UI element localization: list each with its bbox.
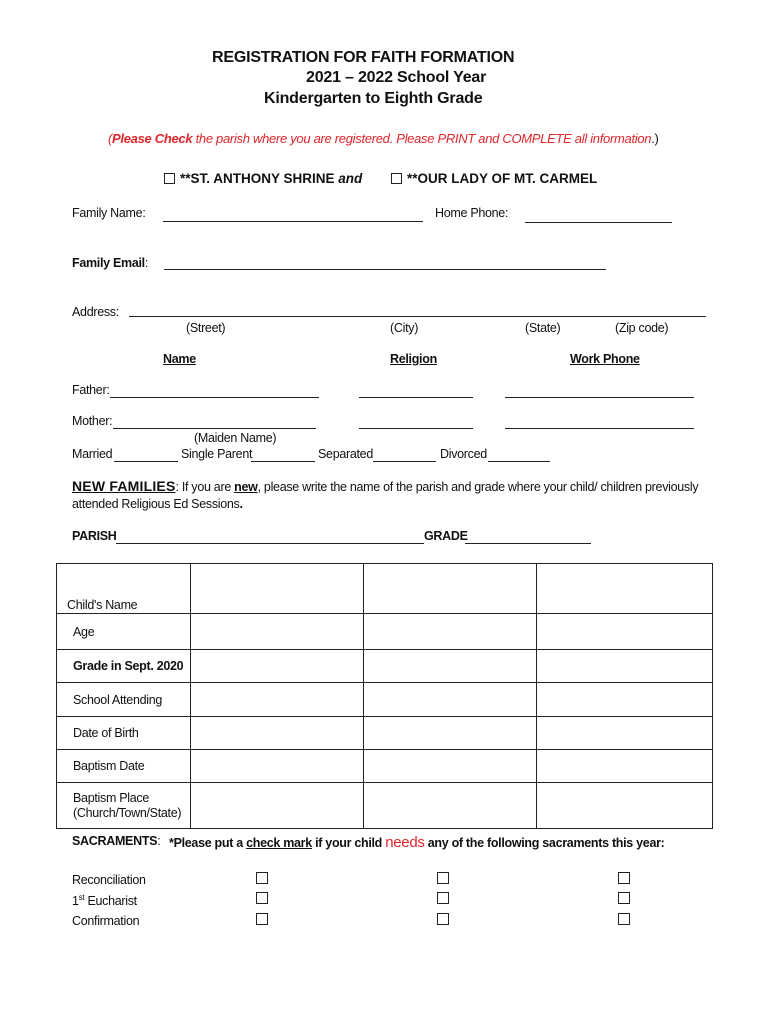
- separated-label: Separated: [318, 447, 373, 461]
- form-title: REGISTRATION FOR FAITH FORMATION: [212, 49, 515, 66]
- child3-baptism-date-cell[interactable]: [537, 750, 713, 783]
- address-field[interactable]: [129, 316, 706, 317]
- sacraments-label: SACRAMENTS: [72, 834, 158, 848]
- child3-baptism-place-cell[interactable]: [537, 783, 713, 829]
- confirmation-child1-checkbox[interactable]: [256, 913, 268, 925]
- date-of-birth-label: Date of Birth: [57, 717, 191, 750]
- note-c: any of the following sacraments this year:: [424, 836, 665, 850]
- grade-range: Kindergarten to Eighth Grade: [264, 90, 483, 107]
- instruction-open-paren: (: [108, 131, 113, 146]
- instruction-rest: the parish where you are registered. Please PRINT and COMPLETE all information: [192, 131, 652, 146]
- child-info-table: [56, 563, 713, 829]
- family-email-colon: :: [144, 256, 149, 270]
- childs-name-label: Child's Name: [57, 564, 191, 614]
- note-needs: needs: [385, 834, 425, 851]
- work-phone-column-header: Work Phone: [570, 352, 640, 366]
- instruction-bold: Please Check: [112, 131, 193, 146]
- eucharist-ordinal: st: [78, 893, 85, 902]
- sacraments-colon: :: [157, 834, 161, 848]
- eucharist-label: [72, 893, 137, 908]
- zip-hint: (Zip code): [615, 321, 669, 335]
- table-row: [57, 717, 713, 750]
- table-row: [57, 614, 713, 650]
- single-parent-label: Single Parent: [181, 447, 253, 461]
- child1-name-cell[interactable]: [191, 564, 364, 614]
- confirmation-label: Confirmation: [72, 914, 140, 928]
- child2-grade-cell[interactable]: [364, 650, 537, 683]
- new-families-paragraph: [72, 478, 698, 494]
- st-anthony-checkbox[interactable]: [164, 173, 175, 184]
- grade-sept-label: Grade in Sept. 2020: [57, 650, 191, 683]
- family-name-field[interactable]: [163, 221, 423, 222]
- eucharist-child1-checkbox[interactable]: [256, 892, 268, 904]
- married-field[interactable]: [114, 461, 178, 462]
- new-families-heading: NEW FAMILIES: [72, 478, 176, 494]
- baptism-date-label: Baptism Date: [57, 750, 191, 783]
- child1-school-cell[interactable]: [191, 683, 364, 717]
- child2-age-cell[interactable]: [364, 614, 537, 650]
- child2-school-cell[interactable]: [364, 683, 537, 717]
- city-hint: (City): [390, 321, 419, 335]
- grade-label: GRADE: [424, 529, 468, 543]
- child1-dob-cell[interactable]: [191, 717, 364, 750]
- note-a: *Please put a: [169, 836, 247, 850]
- sacraments-heading: [72, 834, 160, 848]
- parish-label: PARISH: [72, 529, 117, 543]
- school-attending-label: School Attending: [57, 683, 191, 717]
- new-families-text-b: , please write the name of the parish and grade where your child/ children previously: [257, 480, 699, 494]
- mother-religion-field[interactable]: [359, 428, 473, 429]
- street-hint: (Street): [186, 321, 226, 335]
- confirmation-child3-checkbox[interactable]: [618, 913, 630, 925]
- baptism-place-hint: (Church/Town/State): [73, 805, 182, 820]
- father-name-field[interactable]: [110, 397, 319, 398]
- child1-age-cell[interactable]: [191, 614, 364, 650]
- instruction-close-paren: .): [651, 131, 659, 146]
- and-text: and: [338, 171, 363, 186]
- child3-school-cell[interactable]: [537, 683, 713, 717]
- separated-field[interactable]: [373, 461, 436, 462]
- reconciliation-child3-checkbox[interactable]: [618, 872, 630, 884]
- table-row: [57, 750, 713, 783]
- child3-dob-cell[interactable]: [537, 717, 713, 750]
- mt-carmel-checkbox[interactable]: [391, 173, 402, 184]
- reconciliation-child2-checkbox[interactable]: [437, 872, 449, 884]
- grade-field[interactable]: [465, 543, 591, 544]
- school-year: 2021 – 2022 School Year: [306, 69, 487, 86]
- new-families-line2: [72, 497, 243, 511]
- family-email-field[interactable]: [164, 269, 606, 270]
- mt-carmel-label: **OUR LADY OF MT. CARMEL: [407, 171, 598, 186]
- new-emphasis: new: [234, 480, 258, 494]
- eucharist-child2-checkbox[interactable]: [437, 892, 449, 904]
- single-parent-field[interactable]: [251, 461, 315, 462]
- table-row: [57, 783, 713, 829]
- child2-baptism-date-cell[interactable]: [364, 750, 537, 783]
- note-check-mark: check mark: [246, 836, 312, 850]
- family-email-label: [72, 256, 148, 270]
- baptism-place-label: [57, 783, 191, 829]
- state-hint: (State): [525, 321, 561, 335]
- instruction-text: [108, 131, 659, 146]
- name-column-header: Name: [163, 352, 196, 366]
- home-phone-field[interactable]: [525, 222, 672, 223]
- maiden-name-hint: (Maiden Name): [194, 431, 277, 445]
- table-row: [57, 683, 713, 717]
- child2-name-cell[interactable]: [364, 564, 537, 614]
- reconciliation-child1-checkbox[interactable]: [256, 872, 268, 884]
- father-label: Father:: [72, 383, 110, 397]
- child1-baptism-date-cell[interactable]: [191, 750, 364, 783]
- confirmation-child2-checkbox[interactable]: [437, 913, 449, 925]
- child3-grade-cell[interactable]: [537, 650, 713, 683]
- new-families-line2-text: attended Religious Ed Sessions: [72, 497, 240, 511]
- child2-dob-cell[interactable]: [364, 717, 537, 750]
- table-row: [57, 564, 713, 614]
- reconciliation-label: Reconciliation: [72, 873, 146, 887]
- table-row: [57, 650, 713, 683]
- child3-age-cell[interactable]: [537, 614, 713, 650]
- new-families-period: .: [239, 497, 243, 511]
- child1-baptism-place-cell[interactable]: [191, 783, 364, 829]
- note-b: if your child: [311, 836, 386, 850]
- home-phone-label: Home Phone:: [435, 206, 509, 220]
- child3-name-cell[interactable]: [537, 564, 713, 614]
- sacraments-note: [169, 834, 665, 851]
- family-email-text: Family Email: [72, 256, 145, 270]
- father-religion-field[interactable]: [359, 397, 473, 398]
- st-anthony-label: [180, 171, 362, 186]
- eucharist-number: 1: [72, 894, 79, 909]
- address-label: Address:: [72, 305, 119, 319]
- st-anthony-text: **ST. ANTHONY SHRINE: [180, 171, 335, 186]
- mother-name-field[interactable]: [113, 428, 316, 429]
- child1-grade-cell[interactable]: [191, 650, 364, 683]
- parish-field[interactable]: [116, 543, 424, 544]
- mother-work-phone-field[interactable]: [505, 428, 694, 429]
- family-name-label: Family Name:: [72, 206, 146, 220]
- religion-column-header: Religion: [390, 352, 437, 366]
- new-families-text-a: : If you are: [175, 480, 235, 494]
- married-label: Married: [72, 447, 113, 461]
- father-work-phone-field[interactable]: [505, 397, 694, 398]
- mother-label: Mother:: [72, 414, 113, 428]
- baptism-place-text: Baptism Place: [73, 790, 149, 805]
- age-label: Age: [57, 614, 191, 650]
- divorced-label: Divorced: [440, 447, 487, 461]
- divorced-field[interactable]: [488, 461, 550, 462]
- eucharist-text: Eucharist: [84, 894, 137, 909]
- eucharist-child3-checkbox[interactable]: [618, 892, 630, 904]
- child2-baptism-place-cell[interactable]: [364, 783, 537, 829]
